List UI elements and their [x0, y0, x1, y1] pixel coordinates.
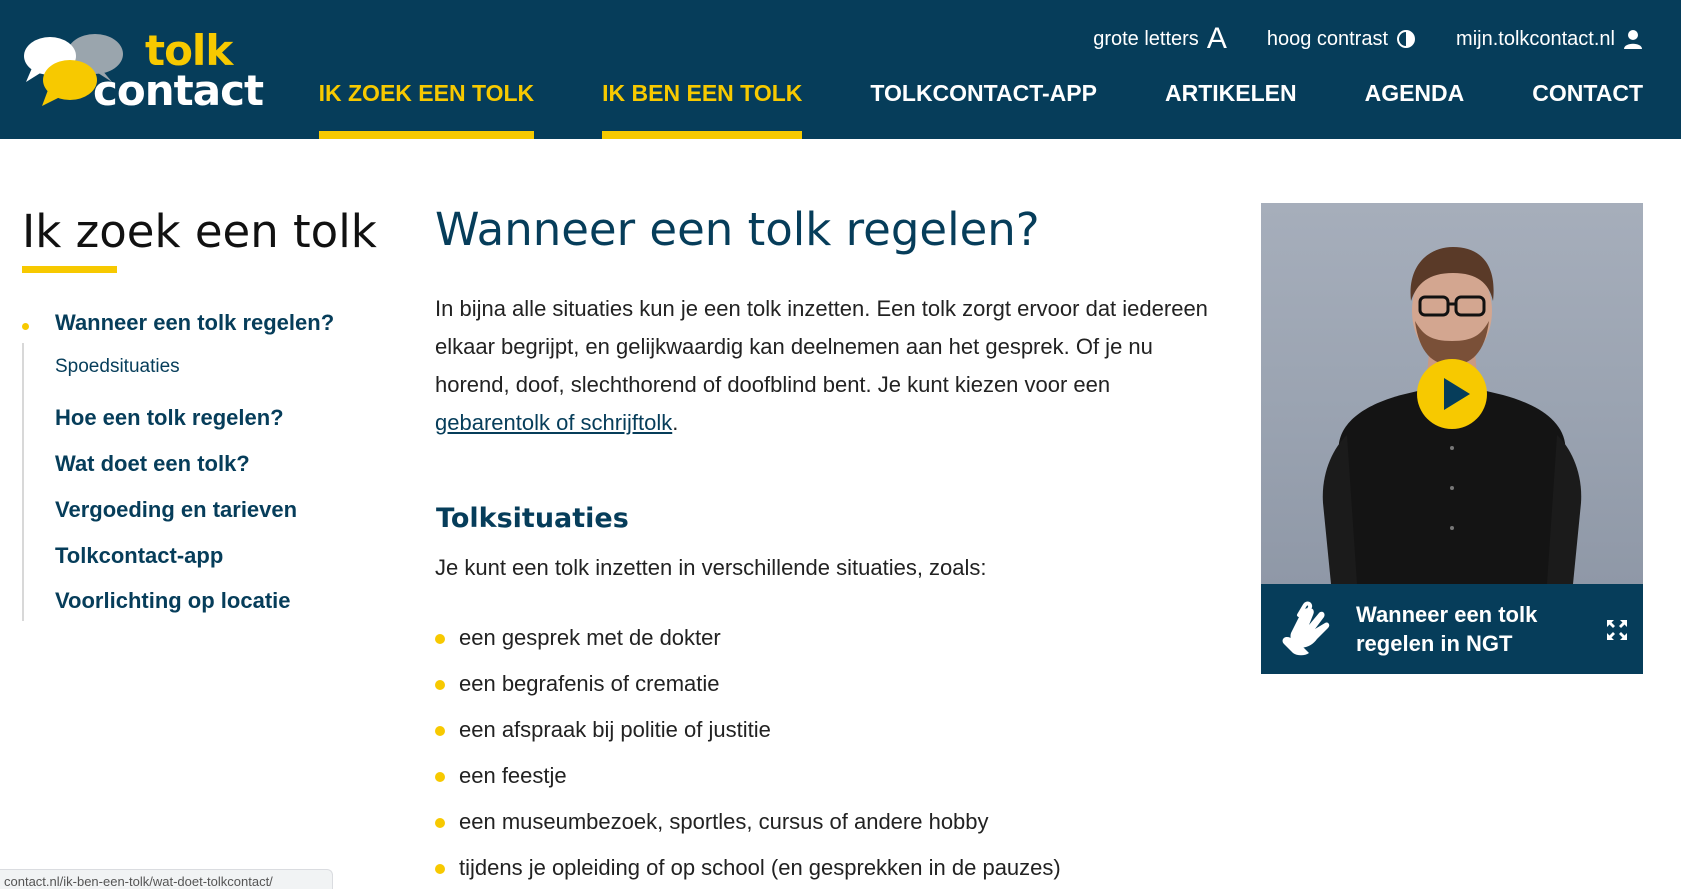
gebarentolk-schrijftolk-link[interactable]: gebarentolk of schrijftolk	[435, 410, 673, 435]
nav-tolkcontact-app[interactable]: TOLKCONTACT-APP	[870, 80, 1097, 106]
large-text-label: grote letters	[1093, 27, 1199, 50]
play-icon[interactable]	[1417, 359, 1487, 429]
sidebar-title-underline	[22, 266, 117, 273]
section-paragraph: Je kunt een tolk inzetten in verschillende situaties, zoals:	[435, 555, 987, 580]
utility-nav	[1093, 24, 1643, 54]
bullet-icon	[435, 772, 445, 782]
list-item	[435, 760, 1061, 806]
logo-text-bottom: contact	[93, 66, 264, 115]
nav-contact[interactable]: CONTACT	[1532, 80, 1643, 106]
logo-text-top: tolk	[145, 26, 233, 75]
contrast-icon	[1396, 29, 1416, 49]
font-size-icon: A	[1206, 22, 1227, 55]
list-item	[435, 714, 1061, 760]
sidebar-item-wanneer-een-tolk-regelen[interactable]: Wanneer een tolk regelen?	[55, 310, 335, 335]
bullet-icon	[435, 634, 445, 644]
intro-end: .	[672, 410, 679, 435]
list-item	[435, 668, 1061, 714]
bullet-icon	[435, 864, 445, 874]
expand-icon[interactable]	[1605, 618, 1629, 642]
section-title-tolksituaties: Tolksituaties	[436, 503, 629, 534]
sidebar-item-hoe-een-tolk-regelen[interactable]: Hoe een tolk regelen?	[55, 405, 284, 430]
intro-text: In bijna alle situaties kun je een tolk inzetten. Een tolk zorgt ervoor dat iedereen elkaar begrijpt, en gelijkwaardig kan deelnemen aan het gesprek. Of je nu horend, doof, slechthorend of doofblind bent. Je kunt kiezen voor een	[435, 296, 1208, 397]
user-icon	[1623, 29, 1643, 49]
sidebar-item-tolkcontact-app[interactable]: Tolkcontact-app	[55, 543, 224, 568]
list-item-text: een feestje	[459, 763, 567, 788]
nav-ik-ben-een-tolk[interactable]: IK BEN EEN TOLK	[602, 80, 802, 139]
list-item-text: een afspraak bij politie of justitie	[459, 717, 771, 742]
my-account-link[interactable]	[1456, 28, 1643, 51]
list-item-text: een begrafenis of crematie	[459, 671, 720, 696]
nav-artikelen[interactable]: ARTIKELEN	[1164, 80, 1297, 106]
bullet-icon	[435, 818, 445, 828]
high-contrast-toggle[interactable]	[1267, 28, 1416, 51]
browser-status-url: contact.nl/ik-ben-een-tolk/wat-doet-tolkcontact/	[0, 869, 333, 889]
high-contrast-label: hoog contrast	[1266, 27, 1389, 50]
bullet-icon	[435, 726, 445, 736]
bullet-icon	[435, 680, 445, 690]
sidebar-divider	[22, 343, 24, 621]
sidebar-item-vergoeding-en-tarieven[interactable]: Vergoeding en tarieven	[55, 497, 298, 522]
current-item-dot	[22, 323, 29, 330]
list-item-text: een museumbezoek, sportles, cursus of andere hobby	[459, 809, 989, 834]
video-caption: Wanneer een tolk regelen in NGT	[1356, 602, 1538, 656]
sidebar-title: Ik zoek een tolk	[22, 205, 377, 258]
list-item	[435, 806, 1061, 852]
nav-ik-zoek-een-tolk[interactable]: IK ZOEK EEN TOLK	[319, 80, 535, 139]
list-item	[435, 622, 1061, 668]
intro-paragraph	[435, 290, 1225, 442]
list-item-text: een gesprek met de dokter	[459, 625, 721, 650]
list-item	[435, 852, 1061, 889]
main-nav	[319, 80, 1643, 139]
page-title: Wanneer een tolk regelen?	[435, 203, 1040, 256]
nav-agenda[interactable]: AGENDA	[1364, 80, 1465, 106]
tolkcontact-logo[interactable]	[20, 26, 264, 115]
sign-language-icon	[1279, 601, 1335, 657]
list-item-text: tijdens je opleiding of op school (en gesprekken in de pauzes)	[459, 855, 1061, 880]
ngt-video-card[interactable]	[1261, 203, 1643, 674]
sidebar-subitem-spoedsituaties[interactable]: Spoedsituaties	[55, 356, 180, 377]
my-account-label: mijn.tolkcontact.nl	[1456, 27, 1615, 50]
situations-list	[435, 622, 1061, 889]
large-text-toggle[interactable]	[1093, 24, 1227, 54]
video-thumbnail[interactable]	[1261, 203, 1643, 584]
sidebar-item-voorlichting-op-locatie[interactable]: Voorlichting op locatie	[55, 588, 291, 613]
video-caption-bar[interactable]	[1261, 584, 1643, 674]
site-header	[0, 0, 1681, 139]
sidebar-item-wat-doet-een-tolk[interactable]: Wat doet een tolk?	[55, 451, 250, 476]
